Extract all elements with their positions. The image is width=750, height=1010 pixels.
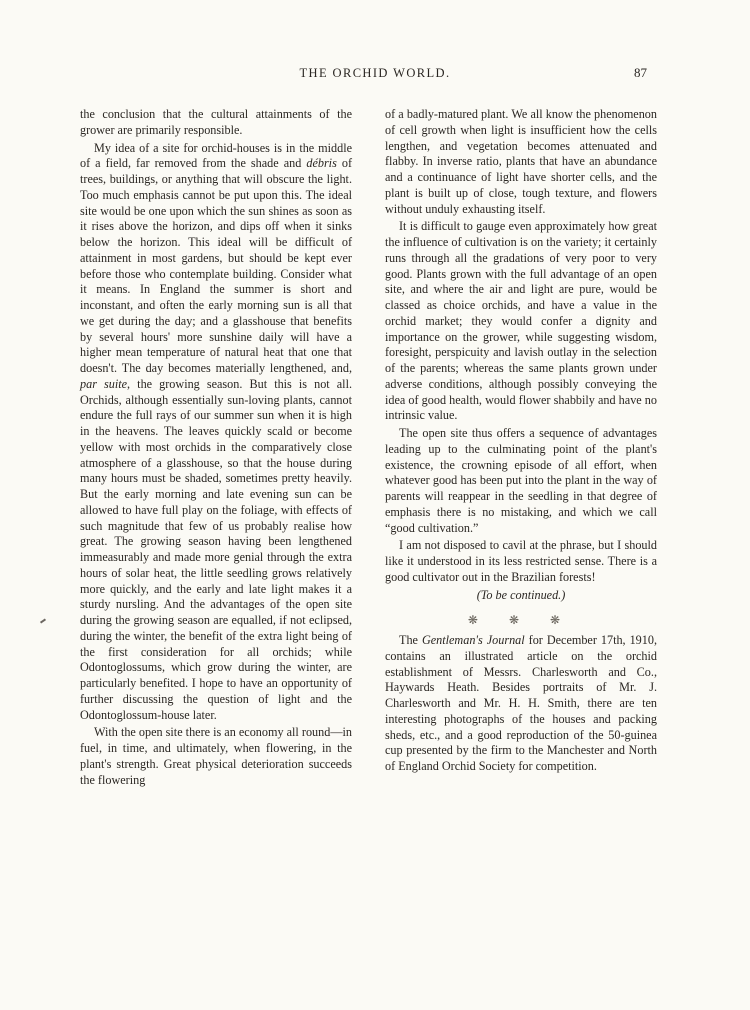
running-head — [0, 66, 750, 86]
paragraph-continuation: the conclusion that the cultural attainments of the grower are primarily responsible. — [80, 107, 352, 137]
paragraph-gentlemans-journal — [385, 633, 657, 775]
paragraph-continuation: of a badly-matured plant. We all know the phenomenon of cell growth when light is insufficient how the cells lengthen, and vegetation becomes attenuated and flabby. In inverse ratio, plants that have an abundance and a continuance of light have shorter cells, and the plant is built up of close, tough texture, and flowers without unduly exhausting itself. — [385, 107, 657, 216]
right-column — [385, 107, 657, 775]
italic-word: débris — [306, 156, 337, 171]
italic-title: Gentleman's Journal — [421, 633, 525, 647]
page-number: 87 — [634, 65, 647, 80]
text-run: The — [399, 633, 422, 647]
to-be-continued: (To be continued.) — [476, 587, 566, 602]
journal-title: THE ORCHID WORLD. — [299, 66, 451, 80]
margin-mark — [40, 618, 46, 623]
text-run: , the growing season. But this is not all. Orchids, although essentially sun-loving plants, cannot endure the full rays of our summer sun when it is high in the heavens. The leaves quickly scald or become yellow with most orchids in the comparatively close atmosphere of a glasshouse, so that the house during many hours must be shaded, sometimes pretty heavily. But the early morning and late evening sun can be allowed to have full play on the foliage, with effects of such magnitude that few of us probably realise how great. The growing season having been lengthened immeasurably and made more genial through the extra hours of solar heat, the little seedling grows relatively more quickly, and the early and late light makes it a sturdy nursling. And the advantages of the open site during the growing season are equalled, if not eclipsed, during the winter, the benefit of the extra light being of the first consideration for all orchids; while Odontoglossums, which grow during the winter, are particularly benefited. I hope to have an opportunity of further discussing the question of light and the Odontoglossum-house later. — [80, 376, 352, 722]
paragraph-cavil: I am not disposed to cavil at the phrase, but I should like it understood in its less restricted sense. There is a good cultivator out in the Brazilian forests! — [385, 538, 657, 584]
section-ornament: ❋ ❋ ❋ — [467, 613, 575, 628]
text-run: for December 17th, 1910, contains an illustrated article on the orchid establishment of Messrs. Charlesworth and Co., Haywards Heath. Besides portraits of Mr. J. Charlesworth and Mr. H. H. Smith, there are ten interesting photographs of the houses and packing sheds, etc., and a good reproduction of the 50-guinea cup presented by the firm to the Manchester and North of England Orchid Society for competition. — [385, 633, 657, 773]
text-run: of trees, buildings, or anything that will obscure the light. Too much emphasis cannot be put upon this. The ideal site would be one upon which the sun shines as soon as it rises above the horizon, and dips off when it sinks below the horizon. This ideal will be difficult of attainment in most gardens, but should be kept ever before those who contemplate building. Consider what it means. In England the summer is short and inconstant, and often the early morning sun is all that we get during the day; and a glasshouse that benefits by several hours' more sunshine daily will have a higher mean temperature of natural heat that one that doesn't. The day becomes materially lengthened, and, — [80, 156, 352, 375]
paragraph-site — [80, 141, 352, 724]
paragraph-cultivation: It is difficult to gauge even approximately how great the influence of cultivation is on the variety; it certainly runs through all the gradations of very poor to very good. Plants grown with the full advantage of an open site, and where the air and light are pure, would be classed as choice orchids, and have a value in the orchid market; they would confer a dignity and importance on the grower, while suggesting wisdom, foresight, perspicuity and lavish outlay in the selection of the parents; whereas the same plants grown under adverse conditions, although possibly conveying the idea of good health, would flower shabbily and have no intrinsic value. — [385, 219, 657, 423]
left-column — [80, 107, 352, 788]
paragraph-open-site: The open site thus offers a sequence of advantages leading up to the culminating point of the plant's existence, the crowning episode of all effort, when whatever good has been put into the plant in the way of parents will reappear in the seedling in that degree of emphasis there is no mistaking, and which we call “good cultivation.” — [385, 426, 657, 535]
text-run: My idea of a site for orchid-houses is in the middle of a field, far removed from the shade and — [80, 140, 352, 171]
italic-word: par suite — [80, 376, 128, 391]
paragraph-economy: With the open site there is an economy all round—in fuel, in time, and ultimately, when flowering, in the plant's strength. Great physical deterioration succeeds the flowering — [80, 725, 352, 787]
